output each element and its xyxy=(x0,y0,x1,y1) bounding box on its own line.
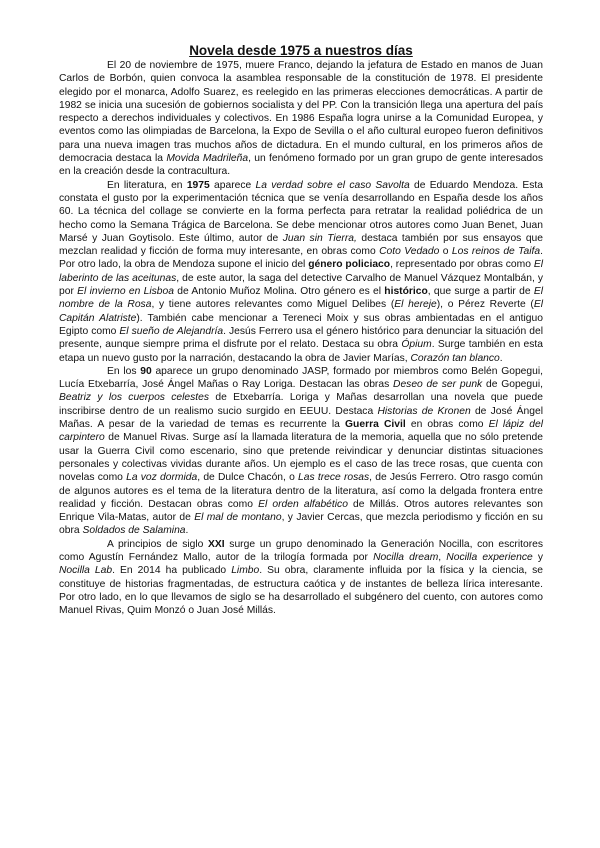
text-run: En los xyxy=(107,365,141,377)
italic-title: Ópium xyxy=(401,339,432,351)
text-run: . xyxy=(499,352,503,364)
text-run: aparece xyxy=(209,179,256,191)
text-run: , y Javier Cercas, que mezcla periodismo y ficción en su obra xyxy=(59,512,544,537)
italic-title: El Capitán Alatriste xyxy=(59,299,543,324)
text-run: de Antonio Muñoz Molina. Otro género es el xyxy=(173,286,385,298)
bold-text: XXI xyxy=(208,538,225,550)
text-run: de Etxebarría. Loriga y Mañas desarrollan una novela que puede inscribirse dentro de un realismo sucio surgido en EEUU. Destaca xyxy=(59,392,543,417)
text-run: de Eduardo Mendoza. Esta constata el gusto por la experimentación técnica que se venía desarrollando en España desde los años 60. La técnica del collage se convierte en la forma perfecta para retratar la realidad poliédrica de un hecho como la Semana Trágica de Barcelona. Se debe mencionar otros autores como Juan Benet, Juan Marsé y Juan Goytisolo. Este último, autor de xyxy=(59,179,543,244)
text-run: , xyxy=(438,551,447,563)
text-run: En literatura, en xyxy=(107,179,187,191)
italic-title: Deseo de ser punk xyxy=(393,379,483,391)
page-title: Novela desde 1975 a nuestros días xyxy=(189,43,413,58)
italic-title: El invierno en Lisboa xyxy=(77,286,174,298)
text-run: , de este autor, la saga del detective Carvalho de Manuel Vázquez Montalbán, y por xyxy=(59,272,543,298)
text-run: o xyxy=(439,246,452,258)
text-run: , de Dulce Chacón, o xyxy=(197,472,299,484)
text-run: en obras como xyxy=(405,419,489,431)
text-run: El 20 de noviembre de 1975, muere Franco, dejando la jefatura de Estado en manos de Juan Carlos de Borbón, quien convoca la asamblea responsable de la constitución de 1978. El presidente elegido por el monarca, Adolfo Suarez, es reelegido en las primeras elecciones democráticas. A partir de 1982 se inicia una sucesión de gobiernos socialista y del PP. Con la transición llega una apertura del país respecto a derechos individuales y colectivos. En 1986 España logra unirse a la Comunidad Europea, y eventos como las olimpiadas de Barcelona, la Expo de Sevilla o el año cultural europeo fueron definitivos para una nueva imagen tras muchos años de dictadura. En el mundo cultural, en los primeros años de democracia destaca la xyxy=(59,60,543,165)
italic-title: Soldados de Salamina xyxy=(82,525,186,537)
italic-title: El mal de montano xyxy=(194,512,282,524)
italic-title: Historias de Kronen xyxy=(377,405,471,417)
text-run: . xyxy=(185,525,189,537)
text-run: ). También cabe mencionar a Tereneci Moix y sus obras ambientadas en el antiguo Egipto como xyxy=(59,312,543,337)
text-run: , que surge a partir de xyxy=(427,286,534,298)
text-run: , de Jesús Ferrero. Otro rasgo común de algunos autores es el tema de la literatura dentro de la literatura, así como la delgada frontera entre realidad y ficción. Destacan obras como xyxy=(59,472,543,510)
text-run: . Su obra, claramente influida por la física y la ciencia, se constituye de historias fragmentadas, de estructura caótica y de instantes de belleza lírica interesante. Por otro lado, en lo que llevamos de siglo se ha desarrollado el subgénero del cuento, con autores como Manuel Rivas, Quim Monzó o Juan José Millás. xyxy=(59,565,544,617)
text-run: de Millás. Otros autores relevantes son Enrique Vila-Matas, autor de xyxy=(59,498,543,524)
bold-text: género policiaco xyxy=(308,259,391,271)
text-run: de Manuel Rivas. Surge así la llamada literatura de la memoria, aquella que no sólo pretende usar la Guerra Civil como escenario, sino que pretende reivindicar y denunciar distintas situaciones personales y colectivas vividas durante años. Un ejemplo es el caso de las trece rosas, que cuenta con novelas como xyxy=(59,432,543,484)
italic-title: Los reinos de Taifa xyxy=(451,246,541,258)
italic-title: Juan sin Tierra, xyxy=(282,232,357,244)
italic-title: Nocilla experience xyxy=(446,551,533,563)
bold-text: histórico xyxy=(384,286,428,298)
text-run: A principios de siglo xyxy=(107,538,209,550)
bold-text: Guerra Civil xyxy=(345,419,406,431)
paragraph-2 xyxy=(59,179,543,365)
text-run: de José Ángel Mañas. A pesar de la variedad de temas es recurrente la xyxy=(59,405,543,431)
document-page xyxy=(59,43,543,617)
text-run: , un fenómeno formado por un gran grupo de gente interesados en la creación desde la contracultura. xyxy=(59,153,544,178)
italic-title: Corazón tan blanco xyxy=(410,352,500,364)
italic-title: La verdad sobre el caso Savolta xyxy=(255,179,410,191)
italic-title: Movida Madrileña xyxy=(166,153,249,165)
italic-title: El laberinto de las aceitunas xyxy=(59,259,543,284)
text-run: ), o Pérez Reverte ( xyxy=(436,299,534,311)
bold-text: 90 xyxy=(140,365,152,377)
italic-title: El hereje xyxy=(394,299,437,311)
italic-title: Coto Vedado xyxy=(379,246,440,258)
bold-text: 1975 xyxy=(186,179,210,191)
italic-title: El sueño de Alejandría xyxy=(119,325,224,337)
document-body xyxy=(59,59,543,617)
italic-title: Las trece rosas xyxy=(298,472,370,484)
text-run: . Jesús Ferrero usa el género histórico para denunciar la situación del presente, aunque siempre prima el disfrute por el relato. Destaca su obra xyxy=(59,325,543,351)
text-run: de Gopegui, xyxy=(482,379,543,391)
italic-title: El nombre de la Rosa xyxy=(59,286,543,311)
text-run: surge un grupo denominado la Generación Nocilla, con escritores como Agustín Fernández Mallo, autor de la trilogía formada por xyxy=(59,538,543,563)
text-run: , representado por obras como xyxy=(390,259,534,271)
italic-title: Nocilla Lab xyxy=(59,565,113,577)
text-run: aparece un grupo denominado JASP, formado por miembros como Belén Gopegui, Lucía Etxebarría, José Ángel Mañas o Ray Loriga. Destacan las obras xyxy=(59,365,544,391)
paragraph-1 xyxy=(59,59,543,179)
italic-title: El lápiz del carpintero xyxy=(59,419,543,444)
italic-title: La voz dormida xyxy=(126,472,198,484)
italic-title: Limbo xyxy=(231,565,260,577)
text-run: , y tiene autores relevantes como Miguel Delibes ( xyxy=(151,299,395,311)
italic-title: Nocilla dream xyxy=(373,551,439,563)
paragraph-4 xyxy=(59,538,543,618)
text-run: . Surge también en esta etapa un nuevo gusto por la narración, destacando la obra de Javier Marías, xyxy=(59,339,543,364)
text-run: . Por otro lado, la obra de Mendoza supone el inicio del xyxy=(59,246,543,271)
text-run: . En 2014 ha publicado xyxy=(112,565,232,577)
italic-title: Beatriz y los cuerpos celestes xyxy=(59,392,210,404)
italic-title: El orden alfabético xyxy=(258,498,348,510)
text-run: y xyxy=(532,551,544,563)
paragraph-3 xyxy=(59,365,543,538)
text-run: destaca también por sus ensayos que mezclan realidad y ficción de forma muy interesante, en obras como xyxy=(59,232,544,258)
